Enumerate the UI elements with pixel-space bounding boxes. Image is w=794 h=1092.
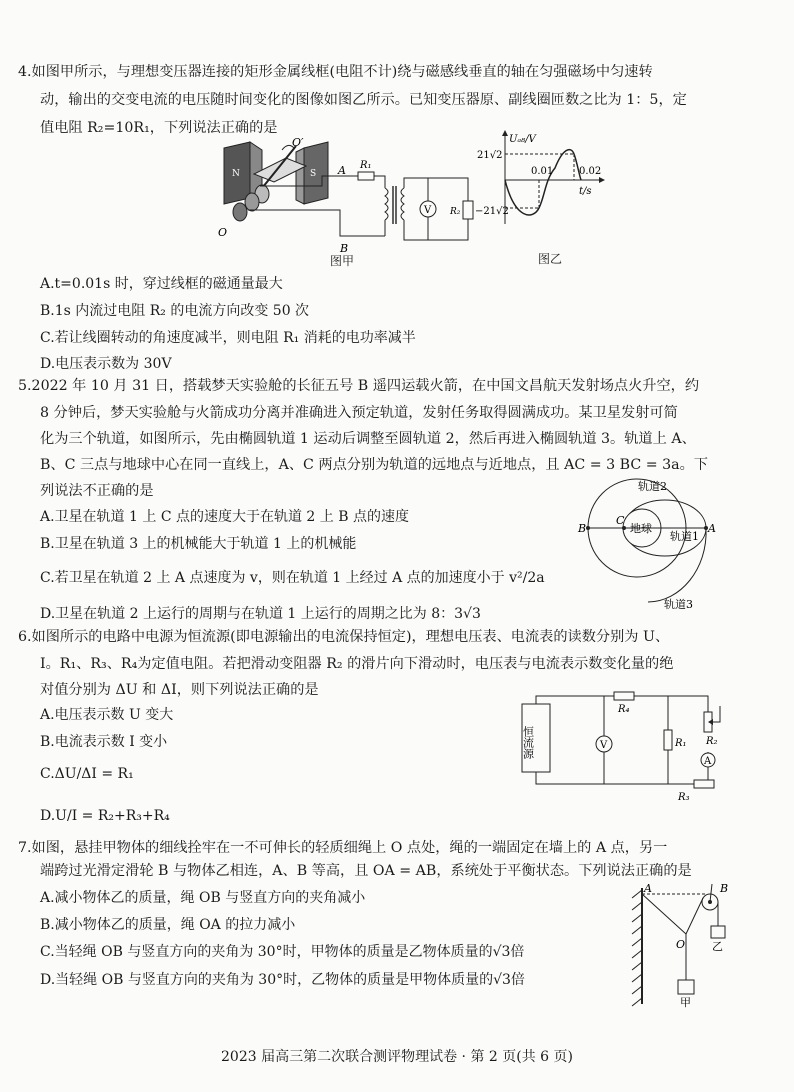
q6-stem-line-2: I。R₁、R₃、R₄为定值电阻。若把滑动变阻器 R₂ 的滑片向下滑动时，电压表与电流表示数变化量的绝 <box>40 656 674 672</box>
q7-option-b[interactable]: B.减小物体乙的质量，绳 OA 的拉力减小 <box>40 917 296 933</box>
q5-stem-line-5: 列说法不正确的是 <box>40 483 154 499</box>
r1-label: R₁ <box>675 738 687 749</box>
axis-o-prime-label: O′ <box>292 136 304 149</box>
q7-stem-line-2: 端跨过光滑定滑轮 B 与物体乙相连，A、B 等高，且 OA = AB，系统处于平衡状态。下列说法正确的是 <box>40 863 692 879</box>
orbit-3-label: 轨道3 <box>664 598 693 611</box>
q5-stem-line-3: 化为三个轨道，如图所示，先由椭圆轨道 1 运动后调整至圆轨道 2，然后再进入椭圆轨道 3。轨道上 A、 <box>40 431 696 447</box>
x-axis-label: t/s <box>579 186 592 197</box>
q7-stem-line-1: 7.如图，悬挂甲物体的细线拴牢在一不可伸长的轻质细绳上 O 点处，绳的一端固定在墙上的 A 点，另一 <box>18 840 668 856</box>
q5-stem-line-2: 8 分钟后，梦天实验舱与火箭成功分离并准确进入预定轨道，发射任务取得圆满成功。某卫星发射可简 <box>40 405 678 421</box>
object-yi-box <box>711 926 725 938</box>
q5-figure-orbits <box>580 474 730 614</box>
point-a-label: A <box>708 522 716 535</box>
terminal-a-label: A <box>338 164 346 177</box>
r1-label: R₁ <box>360 160 372 171</box>
y-min-label: −21√2 <box>475 206 509 217</box>
point-b-label: B <box>578 522 587 535</box>
q7-option-d[interactable]: D.当轻绳 OB 与竖直方向的夹角为 30°时，乙物体的质量是甲物体质量的√3倍 <box>40 972 525 988</box>
voltmeter-label: V <box>424 205 432 216</box>
axis-o-label: O <box>218 226 228 239</box>
point-c-label: C <box>616 514 625 527</box>
resistor-r4 <box>614 692 634 700</box>
q4-option-a[interactable]: A.t=0.01s 时，穿过线框的磁通量最大 <box>40 276 283 292</box>
r4-label: R₄ <box>618 704 630 715</box>
q5-stem-line-4: B、C 三点与地球中心在同一直线上，A、C 两点分别为轨道的远地点与近地点，且 AC = 3 BC = 3a。下 <box>40 457 708 473</box>
q4-figure-voltage-graph <box>475 128 615 228</box>
q4-stem-line-3: 值电阻 R₂=10R₁，下列说法正确的是 <box>40 120 278 136</box>
resistor-r2 <box>463 201 473 219</box>
q7-figure-pulley <box>628 880 738 1010</box>
q4-figure-generator-circuit <box>210 128 475 268</box>
q6-figure-circuit <box>518 692 728 803</box>
q5-stem-line-1: 5.2022 年 10 月 31 日，搭载梦天实验舱的长征五号 B 遥四运载火箭，在中国文昌航天发射场点火升空，约 <box>18 378 700 394</box>
orbit-2-label: 轨道2 <box>638 480 667 493</box>
q6-option-d[interactable]: D.U/I = R₂+R₃+R₄ <box>40 808 170 824</box>
orbit-1-label: 轨道1 <box>670 530 699 543</box>
fig-b-caption: 图乙 <box>538 252 563 266</box>
r3-label: R₃ <box>678 792 690 803</box>
magnet-n-label: N <box>232 169 240 179</box>
q6-option-b[interactable]: B.电流表示数 I 变小 <box>40 734 168 750</box>
y-max-label: 21√2 <box>477 150 503 161</box>
q6-option-a[interactable]: A.电压表示数 U 变大 <box>40 707 174 723</box>
r2-label: R₂ <box>450 207 461 217</box>
y-axis-label: Uₐ₈/V <box>509 134 536 145</box>
t1-label: 0.01 <box>531 166 554 177</box>
point-o-label: O <box>676 938 686 951</box>
q4-stem-line-1: 4.如图甲所示，与理想变压器连接的矩形金属线框(电阻不计)绕与磁感线垂直的轴在匀强磁场中匀速转 <box>18 64 653 80</box>
q6-stem-line-1: 6.如图所示的电路中电源为恒流源(即电源输出的电流保持恒定)，理想电压表、电流表的读数分别为 U、 <box>18 629 670 645</box>
q7-option-a[interactable]: A.减小物体乙的质量，绳 OB 与竖直方向的夹角减小 <box>40 890 366 906</box>
q4-option-c[interactable]: C.若让线圈转动的角速度减半，则电阻 R₁ 消耗的电功率减半 <box>40 330 416 346</box>
q7-option-c[interactable]: C.当轻绳 OB 与竖直方向的夹角为 30°时，甲物体的质量是乙物体质量的√3倍 <box>40 944 525 960</box>
q6-stem-line-3: 对值分别为 ΔU 和 ΔI，则下列说法正确的是 <box>40 682 319 698</box>
q4-option-d[interactable]: D.电压表示数为 30V <box>40 356 172 372</box>
q5-option-a[interactable]: A.卫星在轨道 1 上 C 点的速度大于在轨道 2 上 B 点的速度 <box>40 509 409 525</box>
page-footer: 2023 届高三第二次联合测评物理试卷 · 第 2 页(共 6 页) <box>221 1049 573 1065</box>
q5-option-c[interactable]: C.若卫星在轨道 2 上 A 点速度为 v，则在轨道 1 上经过 A 点的加速度小于 v²/2a <box>40 570 545 586</box>
q5-option-d[interactable]: D.卫星在轨道 2 上运行的周期与在轨道 1 上运行的周期之比为 8：3√3 <box>40 606 481 622</box>
yi-label: 乙 <box>712 940 723 953</box>
voltage-curve <box>505 150 581 215</box>
object-jia-box <box>678 980 694 994</box>
earth-label: 地球 <box>630 522 652 535</box>
q5-option-b[interactable]: B.卫星在轨道 3 上的机械能大于轨道 1 上的机械能 <box>40 536 357 552</box>
terminal-b-label: B <box>340 242 349 255</box>
jia-label: 甲 <box>680 996 691 1009</box>
fig-a-caption: 图甲 <box>330 254 355 268</box>
resistor-r1 <box>358 172 374 180</box>
q6-option-c[interactable]: C.ΔU/ΔI = R₁ <box>40 766 134 782</box>
q4-stem-line-2: 动，输出的交变电流的电压随时间变化的图像如图乙所示。已知变压器原、副线圈匝数之比为 1：5，定 <box>40 92 687 108</box>
r2-label: R₂ <box>706 736 718 747</box>
t2-label: 0.02 <box>579 166 602 177</box>
point-a-label: A <box>644 882 652 895</box>
q4-option-b[interactable]: B.1s 内流过电阻 R₂ 的电流方向改变 50 次 <box>40 303 310 319</box>
resistor-r3 <box>694 780 714 788</box>
ammeter-label: A <box>704 756 712 767</box>
point-b-label: B <box>720 882 729 895</box>
resistor-r1 <box>664 730 672 750</box>
voltmeter-label: V <box>600 740 608 751</box>
source-label-line: 恒流源 <box>521 726 535 759</box>
magnet-s-label: S <box>310 169 317 179</box>
